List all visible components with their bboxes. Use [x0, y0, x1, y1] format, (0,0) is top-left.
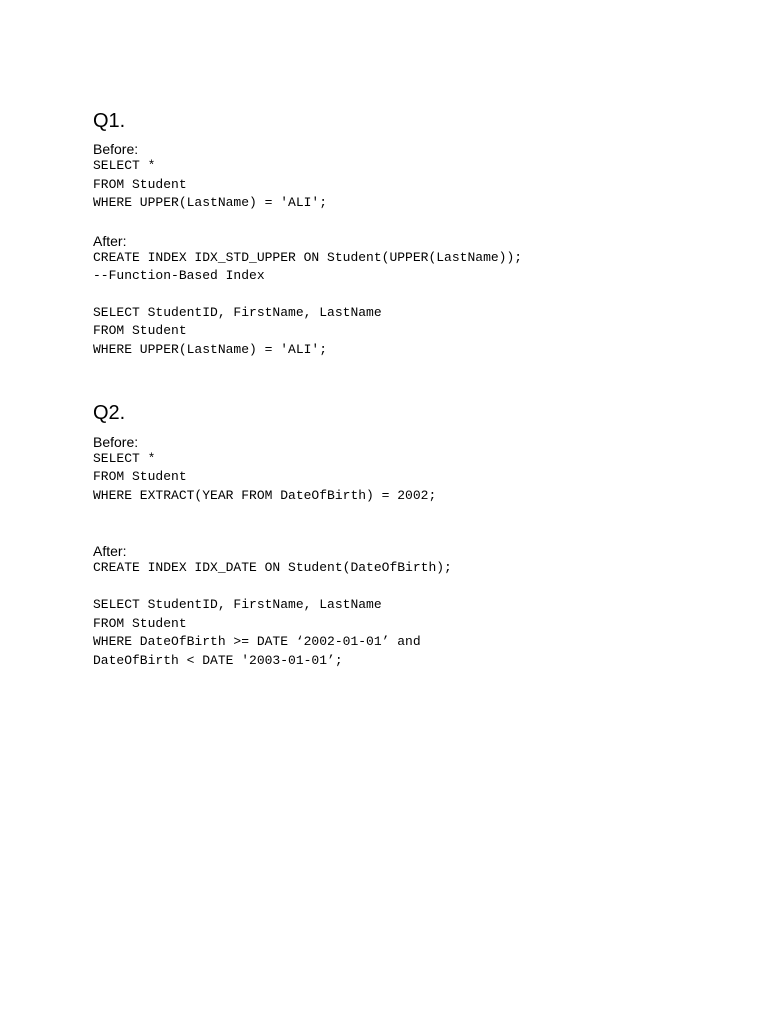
q1-after-query-line: WHERE UPPER(LastName) = 'ALI';: [93, 342, 328, 357]
q2-after-query-line: FROM Student: [93, 616, 187, 631]
q1-heading: Q1.: [93, 110, 126, 132]
q1-after-query-line: FROM Student: [93, 323, 187, 338]
q1-before-code-line: FROM Student: [93, 177, 187, 192]
q2-after-query-line: DateOfBirth < DATE '2003-01-01’;: [93, 653, 343, 668]
q1-before-code-line: WHERE UPPER(LastName) = 'ALI';: [93, 195, 328, 210]
q1-after-query-line: SELECT StudentID, FirstName, LastName: [93, 305, 382, 320]
q1-after-index-comment: --Function-Based Index: [93, 268, 265, 283]
q2-before-code-line: WHERE EXTRACT(YEAR FROM DateOfBirth) = 2002;: [93, 488, 437, 503]
q2-before-label: Before:: [93, 434, 139, 450]
q1-before-code-line: SELECT *: [93, 158, 156, 173]
q2-after-query-line: SELECT StudentID, FirstName, LastName: [93, 597, 382, 612]
q2-after-index-line: CREATE INDEX IDX_DATE ON Student(DateOfBirth);: [93, 560, 452, 575]
q2-heading: Q2.: [93, 402, 126, 424]
q1-after-index-line: CREATE INDEX IDX_STD_UPPER ON Student(UPPER(LastName));: [93, 250, 523, 265]
q1-before-label: Before:: [93, 141, 139, 157]
q2-after-label: After:: [93, 543, 127, 559]
q2-after-query-line: WHERE DateOfBirth >= DATE ‘2002-01-01’ and: [93, 634, 421, 649]
q2-before-code-line: SELECT *: [93, 451, 156, 466]
q1-after-label: After:: [93, 233, 127, 249]
q2-before-code-line: FROM Student: [93, 469, 187, 484]
